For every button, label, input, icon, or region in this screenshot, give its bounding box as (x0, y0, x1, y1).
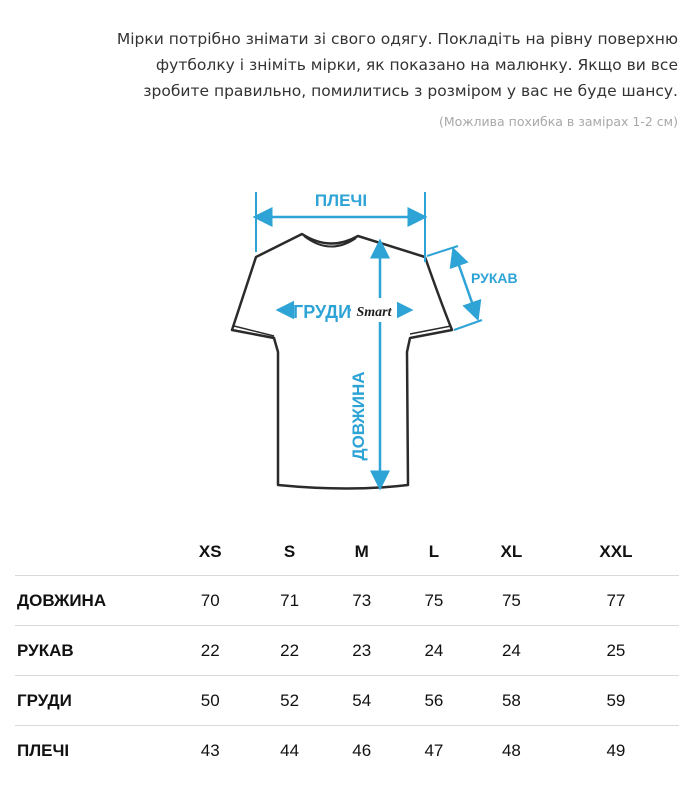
chest-label: ГРУДИ (292, 302, 352, 322)
table-cell: 24 (398, 626, 470, 676)
row-label: ДОВЖИНА (15, 576, 167, 626)
intro-text (20, 26, 678, 104)
intro-line-3: зробите правильно, помилитись з розміром у вас не буде шансу. (143, 82, 678, 100)
tshirt-measurement-diagram (220, 180, 520, 500)
table-cell: 50 (167, 676, 254, 726)
table-cell: 47 (424, 740, 444, 760)
table-cell: 22 (167, 626, 254, 676)
table-cell: 46 (352, 740, 372, 760)
table-cell: 75 (398, 576, 470, 626)
header-size-xs: XS (167, 528, 254, 576)
intro-line-1: Мірки потрібно знімати зі свого одягу. Покладіть на рівну поверхню (116, 30, 678, 48)
row-label: ПЛЕЧІ (17, 740, 70, 760)
table-cell: 52 (254, 676, 326, 726)
size-chart-table (15, 528, 679, 775)
table-row-length (15, 576, 679, 626)
shoulders-label: ПЛЕЧІ (314, 191, 368, 210)
table-row-shoulders (15, 726, 679, 776)
table-cell: 54 (326, 676, 398, 726)
table-cell: 23 (326, 626, 398, 676)
header-size-xxl: XXL (553, 528, 679, 576)
sleeve-label: РУКАВ (471, 270, 518, 286)
table-cell: 71 (254, 576, 326, 626)
table-cell: 70 (167, 576, 254, 626)
intro-line-2: футболку і зніміть мірки, як показано на малюнку. Якщо ви все (155, 56, 678, 74)
table-cell: 24 (470, 626, 553, 676)
brand-logo-text: Smart (356, 305, 392, 320)
table-cell: 77 (553, 576, 679, 626)
table-cell: 48 (501, 740, 521, 760)
header-size-s: S (254, 528, 326, 576)
row-label: ГРУДИ (15, 676, 167, 726)
table-cell: 56 (398, 676, 470, 726)
table-row-sleeve (15, 626, 679, 676)
header-size-xl: XL (470, 528, 553, 576)
table-cell: 44 (280, 740, 300, 760)
table-cell: 59 (553, 676, 679, 726)
tshirt-outline (232, 234, 452, 489)
table-cell: 75 (470, 576, 553, 626)
table-cell: 22 (254, 626, 326, 676)
header-size-m: M (326, 528, 398, 576)
table-cell: 43 (200, 740, 220, 760)
table-cell: 58 (470, 676, 553, 726)
row-label: РУКАВ (15, 626, 167, 676)
size-header-row (15, 528, 679, 576)
table-cell: 49 (606, 740, 626, 760)
header-blank (15, 528, 167, 576)
table-cell: 25 (553, 626, 679, 676)
measurement-error-note: (Можлива похибка в замірах 1-2 см) (438, 114, 678, 129)
table-row-chest (15, 676, 679, 726)
table-cell: 73 (326, 576, 398, 626)
header-size-l: L (398, 528, 470, 576)
length-label: ДОВЖИНА (349, 371, 368, 461)
